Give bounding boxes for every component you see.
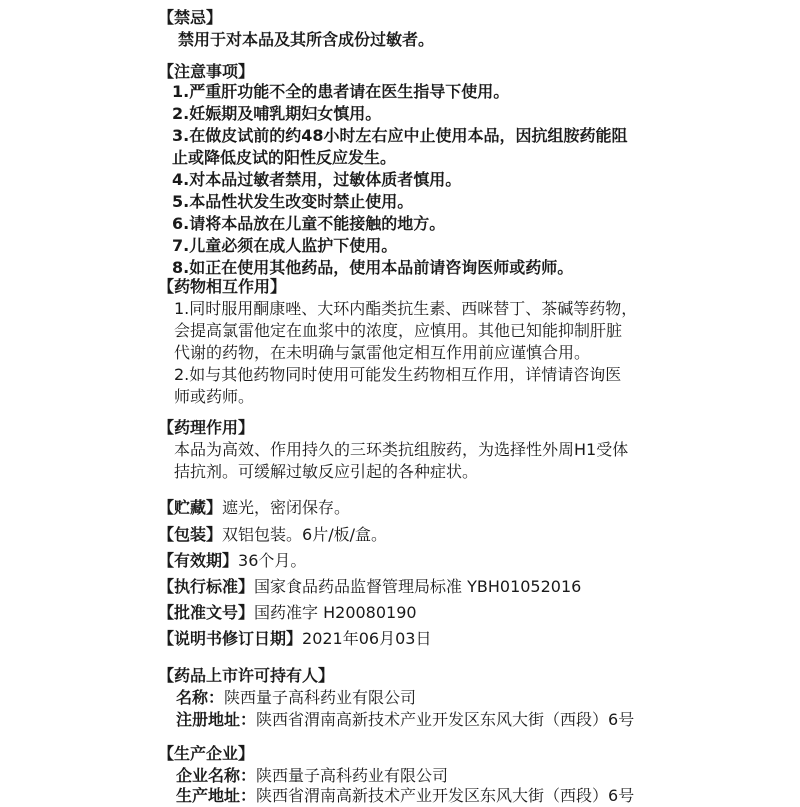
packaging-row	[158, 524, 387, 546]
precaution-item: 8.如正在使用其他药品，使用本品前请咨询医师或药师。	[172, 258, 574, 277]
precaution-item: 5.本品性状发生改变时禁止使用。	[172, 192, 414, 211]
interactions-heading: 【药物相互作用】	[158, 277, 287, 296]
precaution-item: 止或降低皮试的阳性反应发生。	[172, 148, 397, 167]
interactions-line: 师或药师。	[174, 387, 255, 406]
pharmacology-heading: 【药理作用】	[158, 418, 255, 437]
shelf-life-label: 【有效期】	[158, 551, 239, 570]
standard-label: 【执行标准】	[158, 577, 255, 596]
manufacturer-address-row	[176, 785, 634, 807]
holder-address-value: 陕西省渭南高新技术产业开发区东风大街（西段）6号	[256, 710, 635, 729]
precautions-heading: 【注意事项】	[158, 62, 255, 81]
manufacturer-address-label: 生产地址：	[176, 786, 257, 805]
shelf-life-value: 36个月。	[238, 551, 307, 570]
standard-value: 国家食品药品监督管理局标准 YBH01052016	[254, 577, 582, 596]
revision-date-value: 2021年06月03日	[302, 629, 432, 648]
storage-value: 遮光，密闭保存。	[222, 498, 351, 517]
precaution-item: 6.请将本品放在儿童不能接触的地方。	[172, 214, 446, 233]
holder-name-label: 名称：	[176, 688, 225, 707]
holder-name-value: 陕西量子高科药业有限公司	[224, 688, 417, 707]
holder-heading: 【药品上市许可持有人】	[158, 666, 335, 685]
interactions-line: 会提高氯雷他定在血浆中的浓度，应慎用。其他已知能抑制肝脏	[174, 321, 623, 340]
interactions-line: 1.同时服用酮康唑、大环内酯类抗生素、西咪替丁、茶碱等药物，	[174, 299, 638, 318]
revision-date-row	[158, 628, 431, 650]
storage-label: 【贮藏】	[158, 498, 223, 517]
storage-row	[158, 497, 350, 519]
pharmacology-line: 本品为高效、作用持久的三环类抗组胺药，为选择性外周H1受体	[174, 440, 629, 459]
approval-value: 国药准字 H20080190	[254, 603, 417, 622]
manufacturer-heading: 【生产企业】	[158, 744, 255, 763]
packaging-label: 【包装】	[158, 525, 223, 544]
holder-address-row	[176, 709, 634, 731]
interactions-line: 2.如与其他药物同时使用可能发生药物相互作用，详情请咨询医	[174, 365, 622, 384]
holder-address-label: 注册地址：	[176, 710, 257, 729]
standard-row	[158, 576, 581, 598]
manufacturer-name-label: 企业名称：	[176, 766, 257, 785]
manufacturer-name-row	[176, 765, 448, 787]
contraindications-text: 禁用于对本品及其所含成份过敏者。	[178, 30, 435, 49]
manufacturer-name-value: 陕西量子高科药业有限公司	[256, 766, 449, 785]
manufacturer-address-value: 陕西省渭南高新技术产业开发区东风大街（西段）6号	[256, 786, 635, 805]
shelf-life-row	[158, 550, 306, 572]
packaging-value: 双铝包装。6片/板/盒。	[222, 525, 387, 544]
precaution-item: 1.严重肝功能不全的患者请在医生指导下使用。	[172, 82, 510, 101]
approval-row	[158, 602, 417, 624]
approval-label: 【批准文号】	[158, 603, 255, 622]
pharmacology-line: 拮抗剂。可缓解过敏反应引起的各种症状。	[174, 462, 479, 481]
precaution-item: 3.在做皮试前的约48小时左右应中止使用本品，因抗组胺药能阻	[172, 126, 628, 145]
precaution-item: 2.妊娠期及哺乳期妇女慎用。	[172, 104, 382, 123]
revision-date-label: 【说明书修订日期】	[158, 629, 303, 648]
contraindications-heading: 【禁忌】	[158, 8, 223, 27]
precaution-item: 4.对本品过敏者禁用，过敏体质者慎用。	[172, 170, 462, 189]
precaution-item: 7.儿童必须在成人监护下使用。	[172, 236, 398, 255]
holder-name-row	[176, 687, 416, 709]
interactions-line: 代谢的药物，在未明确与氯雷他定相互作用前应谨慎合用。	[174, 343, 591, 362]
